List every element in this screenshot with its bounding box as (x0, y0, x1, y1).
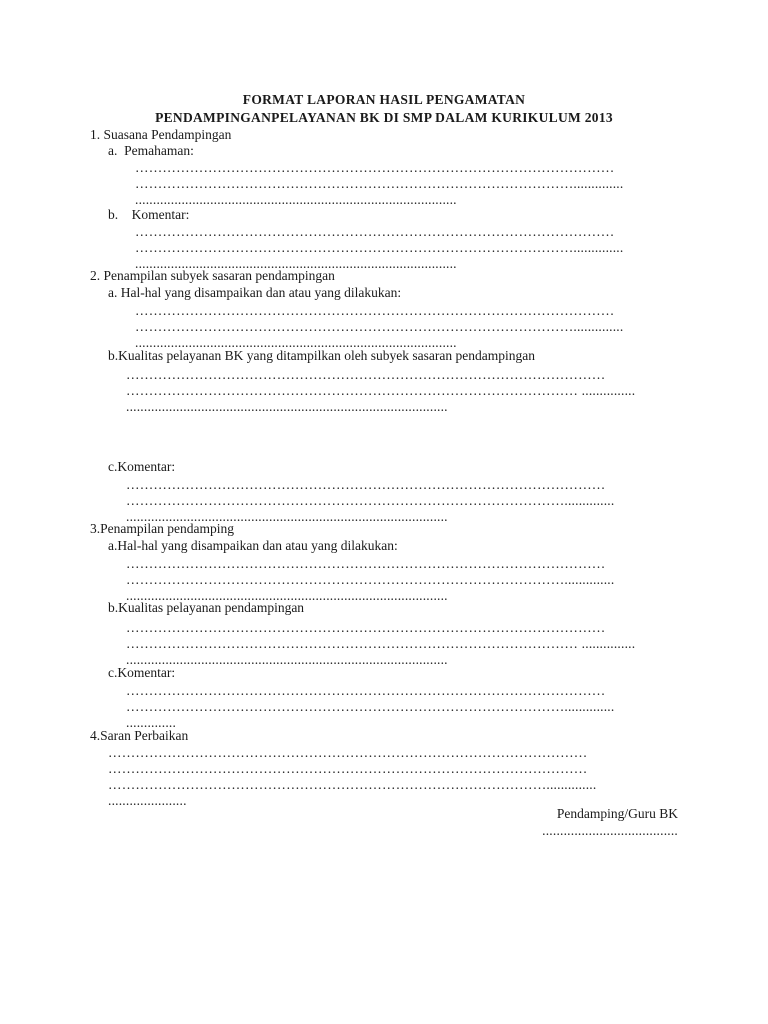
section-3a-label: a.Hal-hal yang disampaikan dan atau yang dilakukan: (108, 538, 398, 553)
signature-label: Pendamping/Guru BK (556, 806, 678, 821)
dotted-line: …………………………………………………………………………………………… (108, 745, 588, 760)
signature-blank: ...................................... (542, 823, 678, 838)
dotted-line: .............. (126, 715, 177, 730)
dotted-line: …………………………………………………………………………………….............. (108, 777, 597, 792)
dotted-line: …………………………………………………………………………………………… (126, 683, 606, 698)
document-title-line-1: FORMAT LAPORAN HASIL PENGAMATAN (242, 92, 526, 107)
dotted-line: …………………………………………………………………………………………… (126, 556, 606, 571)
section-2b-label: b.Kualitas pelayanan BK yang ditampilkan oleh subyek sasaran pendampingan (108, 348, 536, 363)
section-1b-label: b. Komentar: (108, 207, 190, 222)
dotted-line: …………………………………………………………………………………………… (135, 303, 615, 318)
dotted-line: …………………………………………………………………………………….............. (135, 240, 624, 255)
dotted-line: …………………………………………………………………………………………… (135, 224, 615, 239)
dotted-line: …………………………………………………………………………………………… (126, 367, 606, 382)
dotted-line: ...................... (108, 793, 187, 808)
dotted-line: …………………………………………………………………………………………… (108, 761, 588, 776)
dotted-line: …………………………………………………………………………………………… (126, 620, 606, 635)
dotted-line: ……………………………………………………………………………………… ............... (126, 383, 636, 398)
dotted-line: .......................................................................................... (126, 588, 448, 603)
section-3-heading: 3.Penampilan pendamping (90, 521, 234, 536)
section-2c-label: c.Komentar: (108, 459, 176, 474)
section-1a-label: a. Pemahaman: (108, 143, 194, 158)
dotted-line: .......................................................................................... (126, 652, 448, 667)
dotted-line: .......................................................................................... (135, 192, 457, 207)
section-3c-label: c.Komentar: (108, 665, 176, 680)
dotted-line: .......................................................................................... (135, 256, 457, 271)
section-3b-label: b.Kualitas pelayanan pendampingan (108, 600, 305, 615)
section-1-heading: 1. Suasana Pendampingan (90, 127, 232, 142)
section-4-heading: 4.Saran Perbaikan (90, 728, 189, 743)
dotted-line: …………………………………………………………………………………….............. (135, 176, 624, 191)
section-2-heading: 2. Penampilan subyek sasaran pendampingan (90, 268, 335, 283)
dotted-line: .......................................................................................... (135, 335, 457, 350)
dotted-line: .......................................................................................... (126, 399, 448, 414)
section-2a-label: a. Hal-hal yang disampaikan dan atau yang dilakukan: (108, 285, 402, 300)
document-title-line-2: PENDAMPINGANPELAYANAN BK DI SMP DALAM KURIKULUM 2013 (155, 110, 613, 125)
dotted-line: …………………………………………………………………………………….............. (135, 319, 624, 334)
dotted-line: .......................................................................................... (126, 509, 448, 524)
dotted-line: ……………………………………………………………………………………… ............... (126, 636, 636, 651)
dotted-line: …………………………………………………………………………………………… (126, 477, 606, 492)
dotted-line: …………………………………………………………………………………………… (135, 160, 615, 175)
dotted-line: …………………………………………………………………………………….............. (126, 699, 615, 714)
dotted-line: …………………………………………………………………………………….............. (126, 493, 615, 508)
dotted-line: …………………………………………………………………………………….............. (126, 572, 615, 587)
